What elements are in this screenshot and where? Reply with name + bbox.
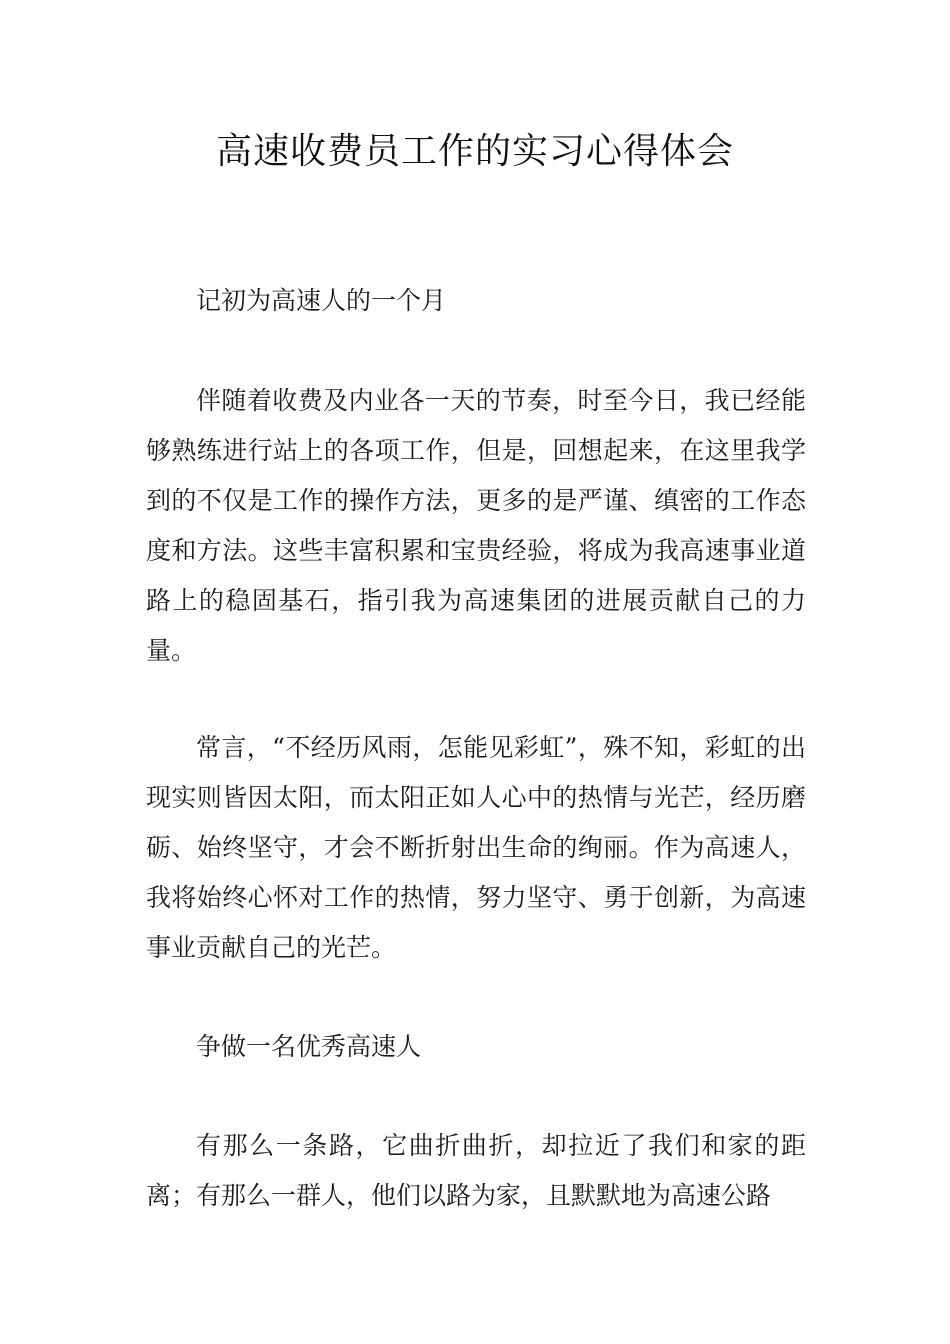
section-subtitle-excellent-worker: 争做一名优秀高速人 bbox=[196, 1032, 422, 1061]
section-subtitle-first-month: 记初为高速人的一个月 bbox=[196, 286, 447, 315]
document-title: 高速收费员工作的实习心得体会 bbox=[215, 131, 734, 172]
paragraph-rainbow-quote: 常言，“不经历风雨，怎能见彩虹”，殊不知，彩虹的出现实则皆因太阳，而太阳正如人心中的热情与光芒，经历磨砺、始终坚守，才会不断折射出生命的绚丽。作为高速人，我将始终心怀对工作的热情，努力坚守、勇于创新，为高速事业贡献自己的光芒。 bbox=[146, 733, 806, 962]
paragraph-road-and-people: 有那么一条路，它曲折曲折，却拉近了我们和家的距离；有那么一群人，他们以路为家，且默默地为高速公路 bbox=[146, 1131, 806, 1210]
paragraph-work-experience: 伴随着收费及内业各一天的节奏，时至今日，我已经能够熟练进行站上的各项工作，但是，回想起来，在这里我学到的不仅是工作的操作方法，更多的是严谨、缜密的工作态度和方法。这些丰富积累和宝贵经验，将成为我高速事业道路上的稳固基石，指引我为高速集团的进展贡献自己的力量。 bbox=[146, 386, 806, 665]
